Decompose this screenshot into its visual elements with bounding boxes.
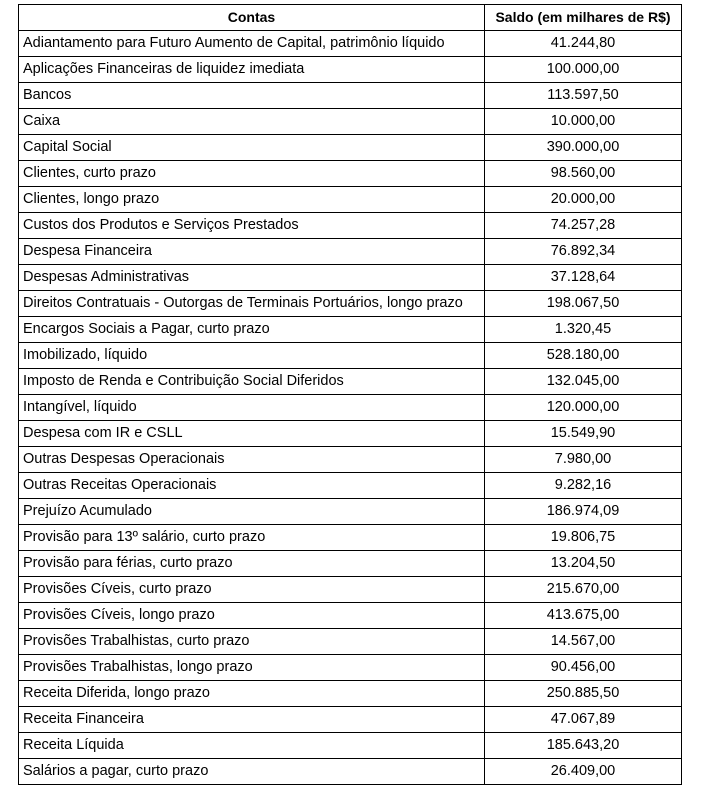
account-balance-cell: 198.067,50 bbox=[485, 291, 682, 317]
account-balance-cell: 1.320,45 bbox=[485, 317, 682, 343]
account-balance-cell: 390.000,00 bbox=[485, 135, 682, 161]
account-name-cell: Receita Líquida bbox=[19, 733, 485, 759]
account-balance-cell: 15.549,90 bbox=[485, 421, 682, 447]
account-balance-cell: 98.560,00 bbox=[485, 161, 682, 187]
account-balance-cell: 41.244,80 bbox=[485, 31, 682, 57]
account-balance-cell: 19.806,75 bbox=[485, 525, 682, 551]
table-row bbox=[19, 317, 682, 343]
table-row bbox=[19, 213, 682, 239]
table-row bbox=[19, 239, 682, 265]
account-name-cell: Provisões Trabalhistas, curto prazo bbox=[19, 629, 485, 655]
header-account: Contas bbox=[19, 5, 485, 31]
table-row bbox=[19, 57, 682, 83]
account-name-cell: Encargos Sociais a Pagar, curto prazo bbox=[19, 317, 485, 343]
table-row bbox=[19, 187, 682, 213]
account-balance-cell: 37.128,64 bbox=[485, 265, 682, 291]
table-row bbox=[19, 473, 682, 499]
account-balance-cell: 250.885,50 bbox=[485, 681, 682, 707]
table-row bbox=[19, 499, 682, 525]
account-name-cell: Despesas Administrativas bbox=[19, 265, 485, 291]
account-name-cell: Direitos Contratuais - Outorgas de Terminais Portuários, longo prazo bbox=[19, 291, 485, 317]
account-balance-cell: 186.974,09 bbox=[485, 499, 682, 525]
account-name-cell: Provisões Cíveis, curto prazo bbox=[19, 577, 485, 603]
account-balance-cell: 76.892,34 bbox=[485, 239, 682, 265]
account-balance-cell: 47.067,89 bbox=[485, 707, 682, 733]
table-row bbox=[19, 733, 682, 759]
account-name-cell: Intangível, líquido bbox=[19, 395, 485, 421]
table-row bbox=[19, 759, 682, 785]
accounts-table bbox=[18, 4, 682, 785]
account-name-cell: Bancos bbox=[19, 83, 485, 109]
account-name-cell: Provisão para férias, curto prazo bbox=[19, 551, 485, 577]
account-balance-cell: 413.675,00 bbox=[485, 603, 682, 629]
account-name-cell: Aplicações Financeiras de liquidez imediata bbox=[19, 57, 485, 83]
table-row bbox=[19, 291, 682, 317]
account-balance-cell: 14.567,00 bbox=[485, 629, 682, 655]
table-row bbox=[19, 525, 682, 551]
account-balance-cell: 7.980,00 bbox=[485, 447, 682, 473]
account-name-cell: Capital Social bbox=[19, 135, 485, 161]
account-name-cell: Receita Diferida, longo prazo bbox=[19, 681, 485, 707]
table-row bbox=[19, 265, 682, 291]
account-name-cell: Provisão para 13º salário, curto prazo bbox=[19, 525, 485, 551]
table-row bbox=[19, 447, 682, 473]
account-balance-cell: 113.597,50 bbox=[485, 83, 682, 109]
table-row bbox=[19, 551, 682, 577]
account-name-cell: Custos dos Produtos e Serviços Prestados bbox=[19, 213, 485, 239]
account-balance-cell: 90.456,00 bbox=[485, 655, 682, 681]
account-name-cell: Caixa bbox=[19, 109, 485, 135]
account-balance-cell: 120.000,00 bbox=[485, 395, 682, 421]
account-name-cell: Adiantamento para Futuro Aumento de Capital, patrimônio líquido bbox=[19, 31, 485, 57]
account-balance-cell: 132.045,00 bbox=[485, 369, 682, 395]
account-name-cell: Imposto de Renda e Contribuição Social Diferidos bbox=[19, 369, 485, 395]
table-row bbox=[19, 707, 682, 733]
account-balance-cell: 528.180,00 bbox=[485, 343, 682, 369]
table-row bbox=[19, 135, 682, 161]
header-balance: Saldo (em milhares de R$) bbox=[485, 5, 682, 31]
account-name-cell: Imobilizado, líquido bbox=[19, 343, 485, 369]
account-name-cell: Outras Despesas Operacionais bbox=[19, 447, 485, 473]
table-row bbox=[19, 343, 682, 369]
table-row bbox=[19, 421, 682, 447]
account-balance-cell: 10.000,00 bbox=[485, 109, 682, 135]
account-balance-cell: 74.257,28 bbox=[485, 213, 682, 239]
table-row bbox=[19, 603, 682, 629]
table-row bbox=[19, 681, 682, 707]
table-row bbox=[19, 577, 682, 603]
account-name-cell: Provisões Trabalhistas, longo prazo bbox=[19, 655, 485, 681]
account-balance-cell: 185.643,20 bbox=[485, 733, 682, 759]
account-name-cell: Clientes, curto prazo bbox=[19, 161, 485, 187]
account-balance-cell: 100.000,00 bbox=[485, 57, 682, 83]
account-name-cell: Receita Financeira bbox=[19, 707, 485, 733]
table-body bbox=[19, 31, 682, 785]
account-name-cell: Provisões Cíveis, longo prazo bbox=[19, 603, 485, 629]
account-balance-cell: 215.670,00 bbox=[485, 577, 682, 603]
account-balance-cell: 13.204,50 bbox=[485, 551, 682, 577]
account-name-cell: Despesa Financeira bbox=[19, 239, 485, 265]
table-row bbox=[19, 655, 682, 681]
table-row bbox=[19, 629, 682, 655]
account-balance-cell: 9.282,16 bbox=[485, 473, 682, 499]
table-row bbox=[19, 395, 682, 421]
header-row bbox=[19, 5, 682, 31]
account-name-cell: Prejuízo Acumulado bbox=[19, 499, 485, 525]
account-name-cell: Despesa com IR e CSLL bbox=[19, 421, 485, 447]
table-header bbox=[19, 5, 682, 31]
account-name-cell: Clientes, longo prazo bbox=[19, 187, 485, 213]
table-row bbox=[19, 83, 682, 109]
table-row bbox=[19, 369, 682, 395]
table-row bbox=[19, 31, 682, 57]
account-balance-cell: 26.409,00 bbox=[485, 759, 682, 785]
account-balance-cell: 20.000,00 bbox=[485, 187, 682, 213]
table-row bbox=[19, 109, 682, 135]
account-name-cell: Outras Receitas Operacionais bbox=[19, 473, 485, 499]
account-name-cell: Salários a pagar, curto prazo bbox=[19, 759, 485, 785]
table-row bbox=[19, 161, 682, 187]
